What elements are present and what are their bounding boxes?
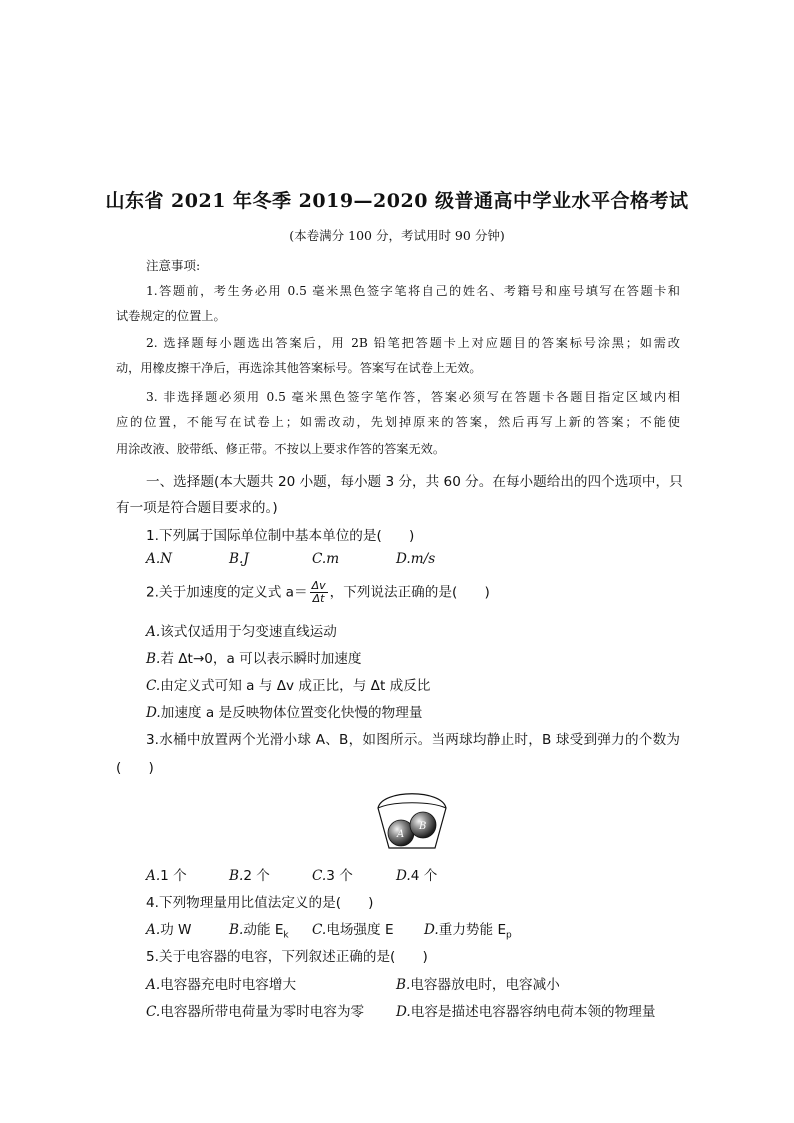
notice-item-3-line-2: 应的位置，不能写在试卷上；如需改动，先划掉原来的答案，然后再写上新的答案；不能使 (116, 415, 680, 429)
notice-item-3-line-1: 3. 非选择题必须用 0.5 毫米黑色签字笔作答，答案必须写在答题卡各题目指定区域内相 (146, 390, 680, 404)
exam-title: 山东省 2021 年冬季 2019—2020 级普通高中学业水平合格考试 (105, 190, 689, 212)
section-1-heading-line-1: 一、选择题(本大题共 20 小题，每小题 3 分，共 60 分。在每小题给出的四个选项中，只 (146, 474, 683, 490)
exam-subtitle: (本卷满分 100 分，考试用时 90 分钟) (289, 228, 505, 243)
question-2-option-d: D.加速度 a 是反映物体位置变化快慢的物理量 (146, 705, 423, 721)
question-4-option-b: B.动能 $E_k$ (229, 922, 289, 941)
question-2-stem: 2.关于加速度的定义式 a＝ $\frac{\Delta v}{\Delta t}$ ，下列说法正确的是( ) (146, 579, 490, 605)
question-2-option-c: C.由定义式可知 a 与 Δv 成正比，与 Δt 成反比 (146, 678, 431, 694)
ball-b-label: B (419, 821, 427, 832)
bucket-diagram (374, 786, 450, 852)
section-1-heading-line-2: 有一项是符合题目要求的。) (116, 500, 278, 516)
question-1-stem: 1.下列属于国际单位制中基本单位的是( ) (146, 528, 415, 544)
notice-item-2-line-2: 动，用橡皮擦干净后，再选涂其他答案标号。答案写在试卷上无效。 (116, 361, 482, 375)
question-4-option-d: D.重力势能 $E_p$ (424, 922, 512, 941)
question-4-stem: 4.下列物理量用比值法定义的是( ) (146, 895, 374, 911)
question-3-option-d: D.4 个 (396, 868, 438, 884)
question-3-option-b: B.2 个 (229, 868, 270, 884)
question-3-stem-line-1: 3.水桶中放置两个光滑小球 A、B，如图所示。当两球均静止时，B 球受到弹力的个数为 (146, 732, 680, 748)
notice-item-2-line-1: 2. 选择题每小题选出答案后，用 2B 铅笔把答题卡上对应题目的答案标号涂黑；如需改 (146, 336, 680, 350)
question-3-option-c: C.3 个 (312, 868, 353, 884)
question-5-option-b: B.电容器放电时，电容减小 (396, 977, 560, 993)
question-1-option-d: D.m/s (396, 551, 436, 567)
question-1-option-c: C.m (312, 551, 340, 567)
ball-a-label: A (397, 829, 405, 840)
question-5-option-c: C.电容器所带电荷量为零时电容为零 (146, 1004, 365, 1020)
question-3-stem-line-2: ( ) (116, 760, 154, 776)
question-4-option-a: A.功 W (146, 922, 192, 938)
notice-item-1-line-1: 1.答题前，考生务必用 0.5 毫米黑色签字笔将自己的姓名、考籍号和座号填写在答题卡和 (146, 284, 680, 298)
question-5-option-d: D.电容是描述电容器容纳电荷本领的物理量 (396, 1004, 656, 1020)
question-4-option-c: C.电场强度 E (312, 922, 394, 938)
question-3-option-a: A.1 个 (146, 868, 187, 884)
question-2-option-b: B.若 Δt→0，a 可以表示瞬时加速度 (146, 651, 362, 667)
question-1-option-a: A.N (146, 551, 173, 567)
notice-item-3-line-3: 用涂改液、胶带纸、修正带。不按以上要求作答的答案无效。 (116, 442, 446, 456)
question-2-option-a: A.该式仅适用于匀变速直线运动 (146, 624, 337, 640)
acceleration-fraction: $\frac{\Delta v}{\Delta t}$ (311, 579, 326, 605)
question-1-option-b: B.J (229, 551, 249, 567)
bucket-rim (378, 803, 446, 808)
question-5-option-a: A.电容器充电时电容增大 (146, 977, 297, 993)
notice-item-1-line-2: 试卷规定的位置上。 (116, 309, 226, 323)
notice-heading: 注意事项: (146, 258, 201, 273)
question-5-stem: 5.关于电容器的电容，下列叙述正确的是( ) (146, 949, 428, 965)
